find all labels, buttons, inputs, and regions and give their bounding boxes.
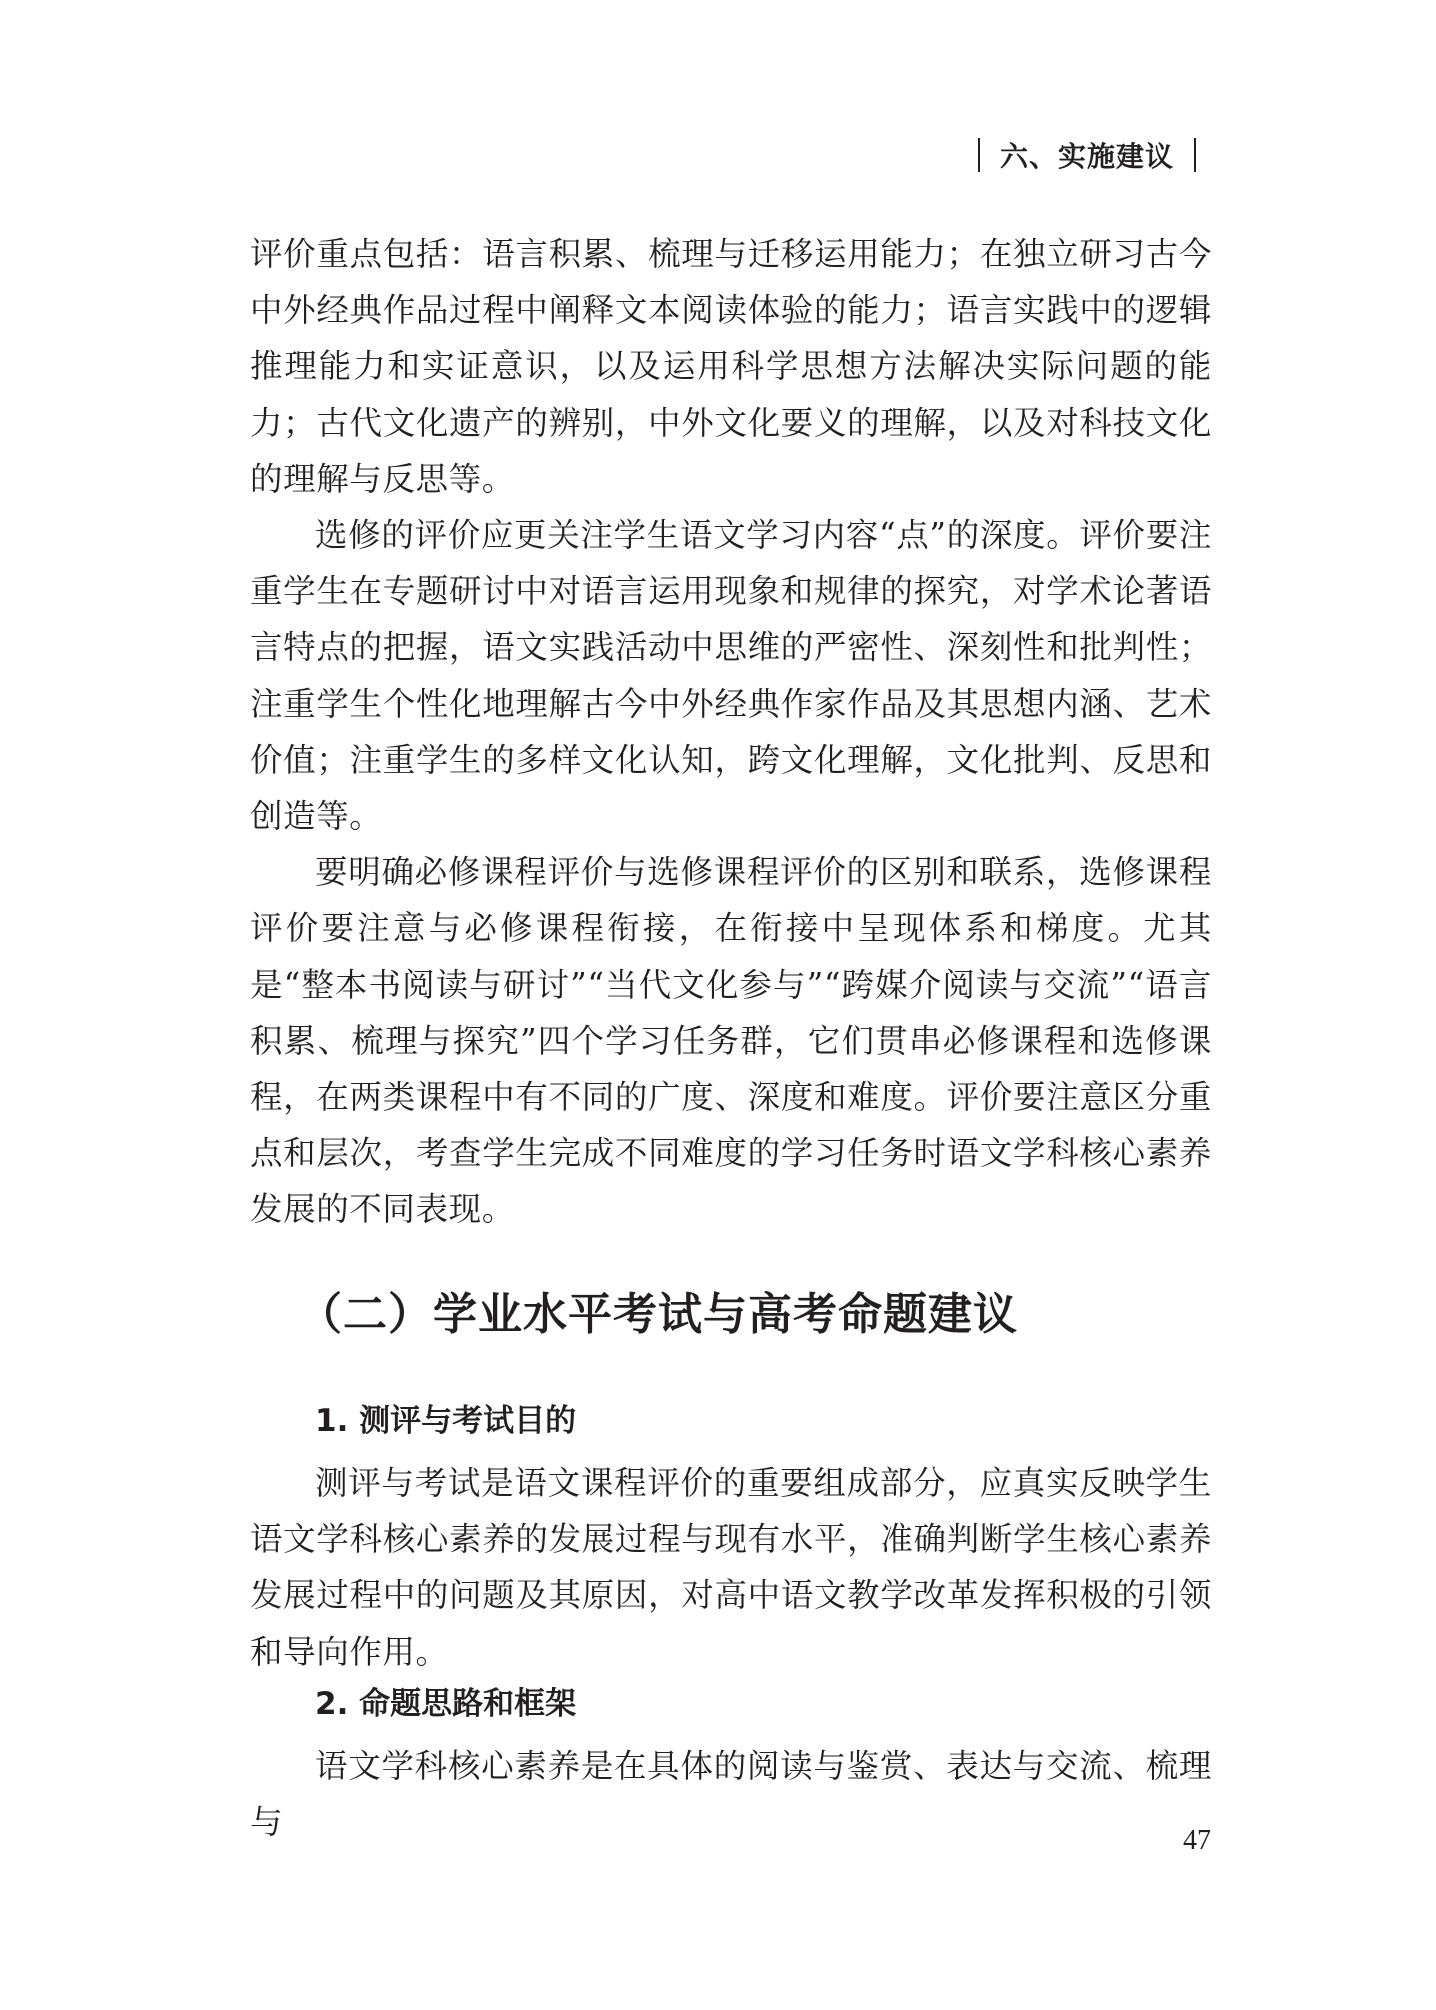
subsection-paragraph-1: 测评与考试是语文课程评价的重要组成部分，应真实反映学生语文学科核心素养的发展过程与现有水平，准确判断学生核心素养发展过程中的问题及其原因，对高中语文教学改革发挥积极的引领和导向作用。 bbox=[250, 1464, 1212, 1671]
subsection-heading-1: 1. 测评与考试目的 bbox=[315, 1403, 577, 1439]
paragraph-1: 评价重点包括：语言积累、梳理与迁移运用能力；在独立研习古今中外经典作品过程中阐释文本阅读体验的能力；语言实践中的逻辑推理能力和实证意识，以及运用科学思想方法解决实际问题的能力；古代文化遗产的辨别，中外文化要义的理解，以及对科技文化的理解与反思等。 bbox=[250, 235, 1212, 498]
paragraph-3: 要明确必修课程评价与选修课程评价的区别和联系，选修课程评价要注意与必修课程衔接，在衔接中呈现体系和梯度。尤其是“整本书阅读与研讨”“当代文化参与”“跨媒介阅读与交流”“语言积累、梳理与探究”四个学习任务群，它们贯串必修课程和选修课程，在两类课程中有不同的广度、深度和难度。评价要注意区分重点和层次，考查学生完成不同难度的学习任务时语文学科核心素养发展的不同表现。 bbox=[250, 853, 1212, 1229]
paragraph-2: 选修的评价应更关注学生语文学习内容“点”的深度。评价要注重学生在专题研讨中对语言运用现象和规律的探究，对学术论著语言特点的把握，语文实践活动中思维的严密性、深刻性和批判性；注重学生个性化地理解古今中外经典作家作品及其思想内涵、艺术价值；注重学生的多样文化认知，跨文化理解，文化批判、反思和创造等。 bbox=[250, 516, 1212, 836]
section-heading: （二）学业水平考试与高考命题建议 bbox=[298, 1289, 1018, 1340]
subsection-body-1 bbox=[250, 1455, 1212, 1680]
subsection-body-2 bbox=[250, 1738, 1212, 1850]
header-bar-right bbox=[1194, 138, 1196, 172]
header-bar-left bbox=[978, 138, 980, 172]
page-number: 47 bbox=[1183, 1825, 1211, 1856]
subsection-paragraph-2: 语文学科核心素养是在具体的阅读与鉴赏、表达与交流、梳理与 bbox=[250, 1747, 1212, 1842]
body-text bbox=[250, 226, 1212, 1238]
subsection-heading-2: 2. 命题思路和框架 bbox=[315, 1686, 577, 1722]
running-header bbox=[958, 135, 1216, 175]
running-title: 六、实施建议 bbox=[999, 140, 1174, 173]
